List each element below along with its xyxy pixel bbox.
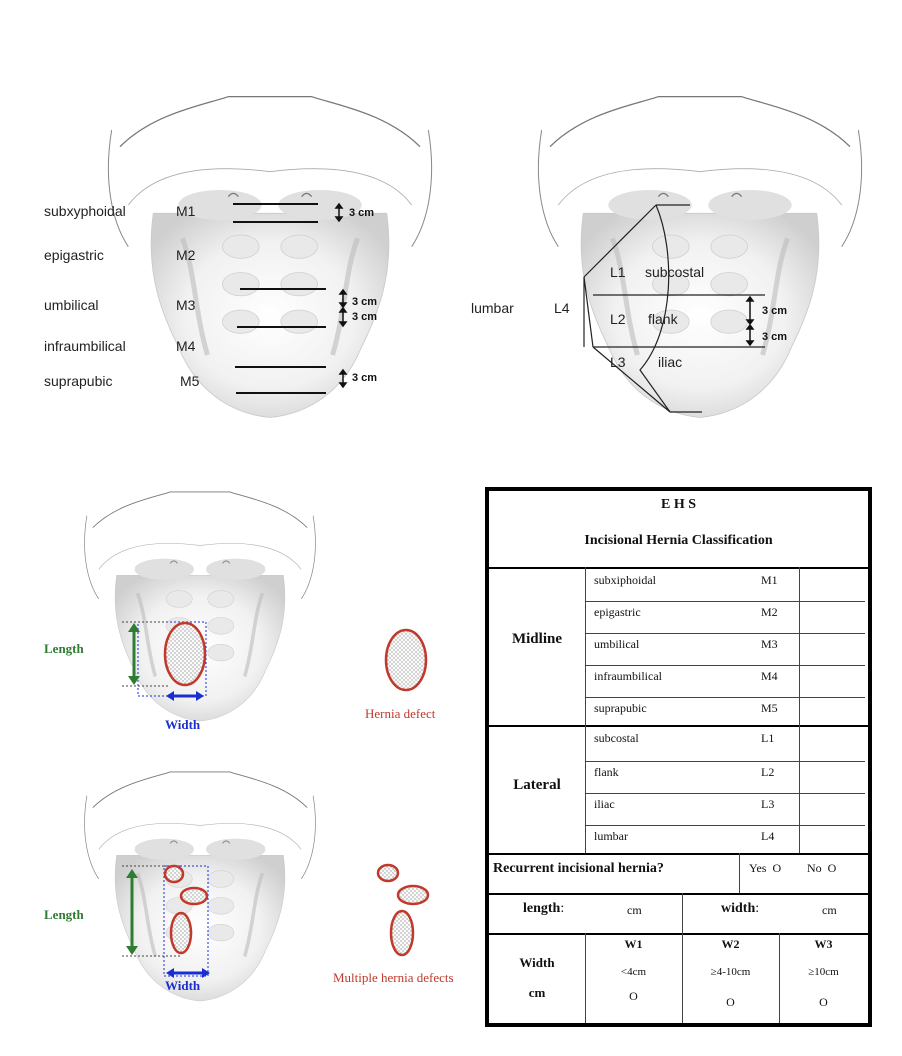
region-name-flank: flank	[648, 311, 678, 327]
region-code-m4: M4	[176, 338, 196, 354]
width-class-w3-option[interactable]: O	[819, 995, 828, 1009]
width-class-range: ≥10cm	[808, 966, 839, 978]
table-title: E H S	[660, 497, 696, 512]
length-field-colon: :	[560, 901, 565, 916]
hernia-defect-label: Hernia defect	[365, 706, 436, 721]
table-subtitle: Incisional Hernia Classification	[584, 533, 773, 548]
region-name-iliac: iliac	[658, 354, 683, 370]
region-code-l3: L3	[610, 354, 626, 370]
multiple-defects-label: Multiple hernia defects	[333, 970, 454, 985]
ehs-classification-table	[485, 487, 872, 1027]
midline-row-code: M5	[761, 701, 778, 715]
width-class-w2-option[interactable]: O	[726, 995, 735, 1009]
midline-row-name: infraumbilical	[594, 669, 662, 683]
lateral-row-name: lumbar	[594, 829, 628, 843]
length-label: Length	[44, 641, 84, 656]
dimension-label: 3 cm	[352, 296, 378, 308]
lateral-row-name: subcostal	[594, 731, 639, 745]
dimension-label: 3 cm	[762, 305, 788, 317]
region-code-m5: M5	[180, 373, 200, 389]
midline-row-name: suprapubic	[594, 701, 647, 715]
lateral-row-name: flank	[594, 765, 619, 779]
no-radio-mark: O	[827, 861, 837, 875]
width-label: Width	[165, 717, 201, 732]
region-name-epigastric: epigastric	[44, 247, 104, 263]
midline-header: Midline	[511, 631, 562, 647]
midline-row-code: M1	[761, 573, 778, 587]
region-code-l2: L2	[610, 311, 626, 327]
defect-measure-overlay	[120, 610, 230, 710]
yes-radio-mark: O	[772, 861, 782, 875]
multiple-defects-icon	[372, 860, 442, 960]
recurrent-hernia-label: Recurrent incisional hernia?	[493, 861, 664, 876]
lateral-row-code: L4	[761, 829, 775, 843]
width-unit: cm	[822, 903, 837, 917]
region-name-suprapubic: suprapubic	[44, 373, 113, 389]
width-field-colon: :	[755, 901, 760, 916]
width-class-code: W3	[814, 937, 833, 951]
width-class-code: W2	[721, 937, 740, 951]
width-label: Width	[165, 978, 201, 993]
region-code-m1: M1	[176, 203, 196, 219]
lateral-row-code: L3	[761, 797, 775, 811]
width-field-label: width	[721, 901, 756, 916]
width-class-unit: cm	[528, 985, 546, 1000]
recurrent-no-option[interactable]	[807, 861, 836, 876]
region-code-l4: L4	[554, 300, 570, 316]
lateral-row-code: L2	[761, 765, 775, 779]
midline-row-name: subxiphoidal	[594, 573, 656, 587]
width-class-range: ≥4-10cm	[710, 966, 751, 978]
dimension-label: 3 cm	[352, 372, 378, 384]
length-field-label: length	[523, 901, 561, 916]
defect-measure-overlay	[120, 858, 230, 988]
no-label: No	[807, 861, 822, 875]
region-name-umbilical: umbilical	[44, 297, 99, 313]
width-class-range: <4cm	[620, 966, 647, 978]
region-name-subxyphoidal: subxyphoidal	[44, 203, 126, 219]
region-code-l1: L1	[610, 264, 626, 280]
width-class-w1-option[interactable]: O	[629, 989, 638, 1003]
lateral-header: Lateral	[513, 777, 561, 793]
midline-row-code: M3	[761, 637, 778, 651]
midline-row-name: epigastric	[594, 605, 641, 619]
region-name-infraumbilical: infraumbilical	[44, 338, 126, 354]
lumbar-label: lumbar	[471, 300, 514, 316]
hernia-defect-icon	[383, 627, 429, 693]
yes-label: Yes	[749, 861, 767, 875]
dimension-label: 3 cm	[762, 331, 788, 343]
length-unit: cm	[627, 903, 642, 917]
region-name-subcostal: subcostal	[645, 264, 705, 280]
region-code-m3: M3	[176, 297, 196, 313]
midline-row-code: M4	[761, 669, 778, 683]
region-code-m2: M2	[176, 247, 196, 263]
length-label: Length	[44, 907, 84, 922]
lateral-row-code: L1	[761, 731, 775, 745]
width-class-header: Width	[519, 955, 555, 970]
width-field	[721, 901, 759, 917]
dimension-label: 3 cm	[352, 311, 378, 323]
dimension-label: 3 cm	[349, 207, 375, 219]
width-class-code: W1	[624, 937, 643, 951]
midline-row-name: umbilical	[594, 637, 640, 651]
lateral-row-name: iliac	[594, 797, 615, 811]
length-field	[523, 901, 564, 917]
recurrent-yes-option[interactable]	[749, 861, 781, 876]
midline-row-code: M2	[761, 605, 778, 619]
